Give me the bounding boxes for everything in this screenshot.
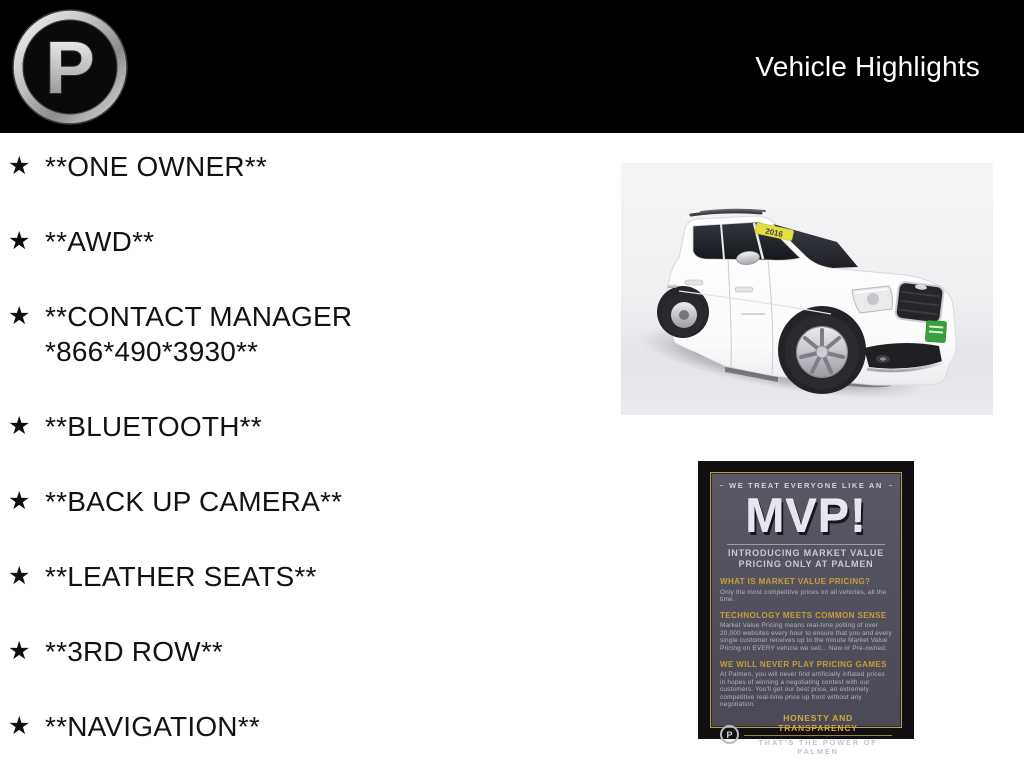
feature-label: **LEATHER SEATS** [45, 561, 317, 592]
feature-label: **NAVIGATION** [45, 711, 260, 742]
poster-footer-text [744, 713, 892, 756]
features-list [8, 149, 608, 784]
poster-footer [720, 709, 892, 756]
feature-item [8, 149, 608, 184]
poster-footer-title: HONESTY AND TRANSPARENCY [744, 713, 892, 736]
poster-section [720, 660, 892, 709]
star-bullet-icon: ★ [8, 412, 31, 440]
front-grille [895, 281, 944, 323]
page-title: Vehicle Highlights [755, 51, 980, 82]
feature-label: **BLUETOOTH** [45, 411, 262, 442]
poster-section [720, 611, 892, 653]
feature-label: **AWD** [45, 226, 155, 257]
feature-item [8, 559, 608, 594]
logo-letter: P [45, 26, 95, 109]
palmen-logo-icon [10, 7, 130, 127]
star-bullet-icon: ★ [8, 152, 31, 180]
palmen-logo [10, 7, 130, 127]
mvp-poster [698, 461, 914, 757]
poster-logo-letter: P [726, 729, 733, 740]
feature-item [8, 409, 608, 444]
front-sticker [925, 320, 946, 342]
poster-section-body: Only the most competitive prices on all vehicles, all the time. [720, 588, 887, 604]
feature-label: **ONE OWNER** [45, 151, 267, 182]
poster-section-body: Market Value Pricing means real-time polling of over 20,000 websites every hour to ensure that you and every single customer receives up to the minute Market Value Pricing on EVERY vehicle we sell... New or Pre-owned. [720, 622, 892, 652]
mvp-poster-inner [710, 472, 902, 757]
poster-section [720, 577, 892, 604]
car-illustration [621, 163, 993, 415]
feature-label: **CONTACT MANAGER *866*490*3930** [45, 301, 353, 367]
feature-label: **BACK UP CAMERA** [45, 486, 343, 517]
header-bar [0, 0, 1024, 133]
poster-section-body: At Palmen, you will never find artificially inflated prices in hopes of winning a negotiating contest with our customers. You'll get our best price, an extremely competitive real-time price up front without any negotiation. [720, 671, 885, 709]
front-wheel [785, 315, 859, 389]
feature-item [8, 299, 608, 369]
star-bullet-icon: ★ [8, 487, 31, 515]
poster-footer-subtitle: THAT'S THE POWER OF PALMEN [758, 738, 878, 757]
vehicle-photo [621, 163, 993, 415]
feature-item [8, 709, 608, 744]
poster-subtitle: INTRODUCING MARKET VALUE PRICING ONLY AT PALMEN [727, 544, 885, 570]
poster-section-heading: WE WILL NEVER PLAY PRICING GAMES [720, 659, 887, 669]
poster-section-heading: WHAT IS MARKET VALUE PRICING? [720, 577, 871, 586]
star-bullet-icon: ★ [8, 637, 31, 665]
star-bullet-icon: ★ [8, 302, 31, 330]
feature-item [8, 484, 608, 519]
feature-item [8, 224, 608, 259]
star-bullet-icon: ★ [8, 712, 31, 740]
svg-text:2016: 2016 [764, 226, 784, 239]
poster-footer-logo-icon [720, 725, 739, 744]
poster-title: MVP! [745, 489, 867, 542]
rear-wheel [662, 294, 704, 336]
star-bullet-icon: ★ [8, 227, 31, 255]
star-bullet-icon: ★ [8, 562, 31, 590]
feature-item [8, 634, 608, 669]
feature-label: **3RD ROW** [45, 636, 224, 667]
poster-section-heading: TECHNOLOGY MEETS COMMON SENSE [720, 610, 887, 620]
poster-tagline: WE TREAT EVERYONE LIKE AN [720, 481, 892, 490]
